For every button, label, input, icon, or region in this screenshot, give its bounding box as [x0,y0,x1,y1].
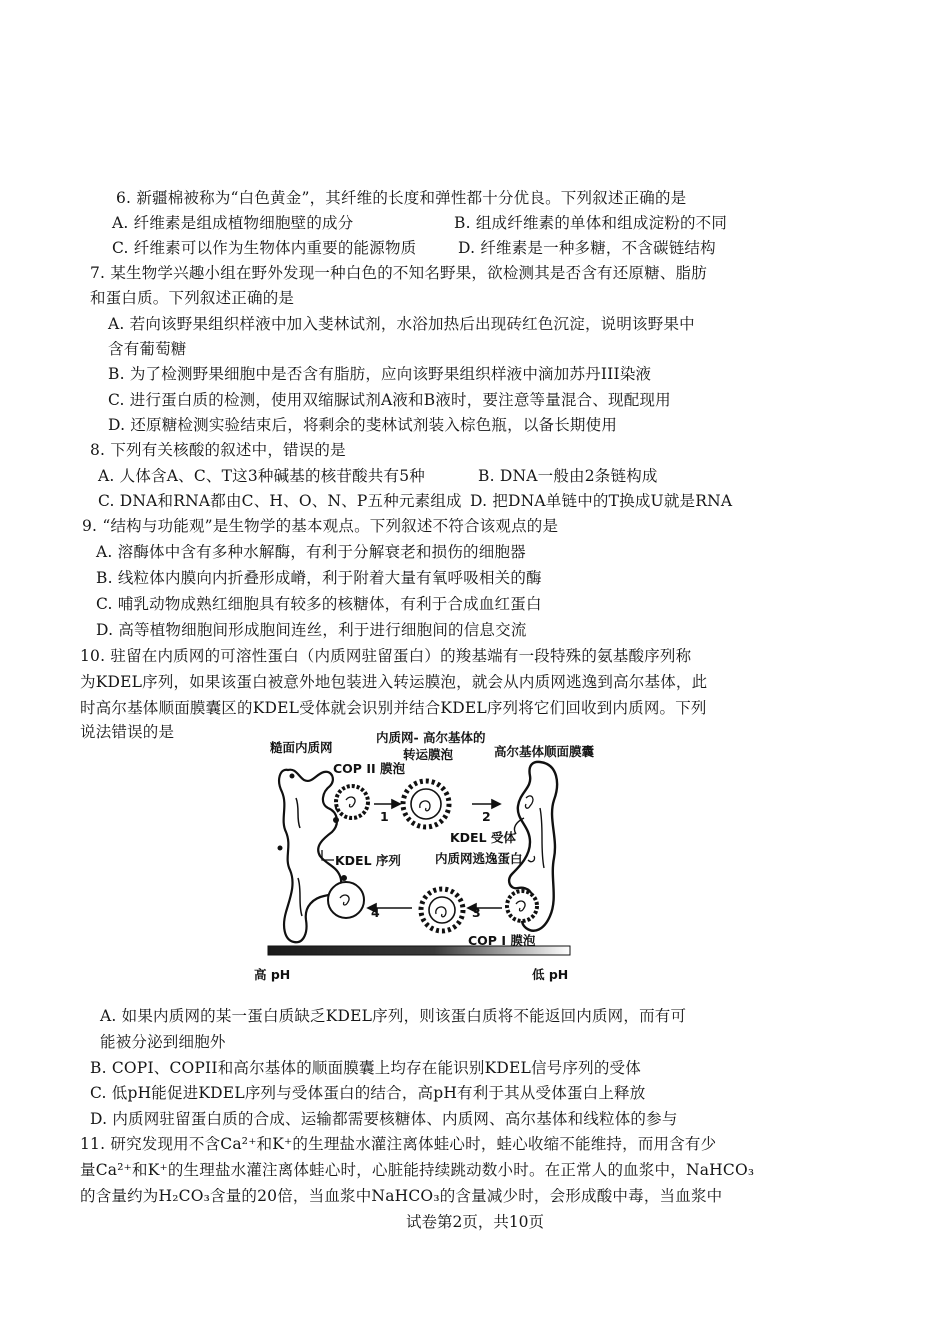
q11-line2: 量Ca²⁺和K⁺的生理盐水灌注离体蛙心时，心脏能持续跳动数小时。在正常人的血浆中，NaHCO₃ [80,1161,755,1179]
q8-stem: 8. 下列有关核酸的叙述中，错误的是 [90,441,346,459]
label-step-3: 3 [472,905,481,920]
q9-stem: 9. “结构与功能观”是生物学的基本观点。下列叙述不符合该观点的是 [82,517,559,535]
label-rough-er: 糙面内质网 [270,740,333,755]
q7-option-a-line1: A. 若向该野果组织样液中加入斐林试剂，水浴加热后出现砖红色沉淀，说明该野果中 [108,315,695,333]
q10-stem-line4: 说法错误的是 [80,723,175,741]
q6-option-d: D. 纤维素是一种多糖，不含碳链结构 [458,239,716,257]
q10-option-c: C. 低pH能促进KDEL序列与受体蛋白的结合，高pH有利于其从受体蛋白上释放 [90,1084,646,1102]
label-step-2: 2 [482,809,491,824]
arrow-step-1 [374,800,400,808]
q7-option-b: B. 为了检测野果细胞中是否含有脂肪，应向该野果组织样液中滴加苏丹III染液 [108,365,652,383]
q6-stem: 6. 新疆棉被称为“白色黄金”，其纤维的长度和弹性都十分优良。下列叙述正确的是 [116,189,687,207]
q10-option-a-line2: 能被分泌到细胞外 [100,1033,226,1051]
label-copii: COP II 膜泡 [333,761,405,776]
label-er-golgi-vesicle-2: 转运膜泡 [403,747,454,762]
label-low-ph: 低 pH [532,967,569,982]
label-escaped-protein: 内质网逃逸蛋白 [435,851,523,866]
copi-vesicle-budding [507,891,537,921]
q9-option-d: D. 高等植物细胞间形成胞间连丝，利于进行细胞间的信息交流 [96,621,527,639]
q7-option-a-line2: 含有葡萄糖 [108,340,187,358]
label-er-golgi-vesicle-1: 内质网- 高尔基体的 [376,730,486,745]
label-cis-golgi: 高尔基体顺面膜囊 [494,744,595,759]
q8-option-c: C. DNA和RNA都由C、H、O、N、P五种元素组成 [98,492,462,510]
q10-stem-line1: 10. 驻留在内质网的可溶性蛋白（内质网驻留蛋白）的羧基端有一段特殊的氨基酸序列称 [80,647,692,665]
q9-option-c: C. 哺乳动物成熟红细胞具有较多的核糖体，有利于合成血红蛋白 [96,595,542,613]
copii-vesicle-budding [336,786,368,818]
q10-stem-line2: 为KDEL序列，如果该蛋白被意外地包装进入转运膜泡，就会从内质网逃逸到高尔基体，此 [80,673,708,691]
label-kdel-receptor: KDEL 受体 [450,830,516,845]
vesicle-transport-diagram [240,728,595,990]
q9-option-a: A. 溶酶体中含有多种水解酶，有利于分解衰老和损伤的细胞器 [96,543,526,561]
q8-option-a: A. 人体含A、C、T这3种碱基的核苷酸共有5种 [98,467,425,485]
q8-option-b: B. DNA一般由2条链构成 [478,467,658,485]
label-copi: COP I 膜泡 [468,933,536,948]
label-step-1: 1 [380,809,389,824]
q6-option-b: B. 组成纤维素的单体和组成淀粉的不同 [454,214,728,232]
q6-option-a: A. 纤维素是组成植物细胞壁的成分 [112,214,354,232]
label-high-ph: 高 pH [254,967,291,982]
q10-option-d: D. 内质网驻留蛋白质的合成、运输都需要核糖体、内质网、高尔基体和线粒体的参与 [90,1110,678,1128]
arrow-step-2 [472,800,500,808]
q10-option-a-line1: A. 如果内质网的某一蛋白质缺乏KDEL序列，则该蛋白质将不能返回内质网，而有可 [100,1007,687,1025]
page-footer: 试卷第2页，共10页 [405,1213,545,1231]
q9-option-b: B. 线粒体内膜向内折叠形成嵴，利于附着大量有氧呼吸相关的酶 [96,569,542,587]
q6-option-c: C. 纤维素可以作为生物体内重要的能源物质 [112,239,417,257]
q7-option-c: C. 进行蛋白质的检测，使用双缩脲试剂A液和B液时，要注意等量混合、现配现用 [108,391,671,409]
q7-stem-line2: 和蛋白质。下列叙述正确的是 [90,289,295,307]
q7-stem-line1: 7. 某生物学兴趣小组在野外发现一种白色的不知名野果，欲检测其是否含有还原糖、脂肪 [90,264,707,282]
label-kdel-sequence: KDEL 序列 [335,853,401,868]
q10-stem-line3: 时高尔基体顺面膜囊区的KDEL受体就会识别并结合KDEL序列将它们回收到内质网。下列 [80,699,707,717]
rough-er-shape [279,770,341,943]
q8-option-d: D. 把DNA单链中的T换成U就是RNA [470,492,733,510]
label-step-4: 4 [371,905,380,920]
q11-line3: 的含量约为H₂CO₃含量的20倍，当血浆中NaHCO₃的含量减少时，会形成酸中毒，当血浆中 [80,1187,723,1205]
diagram-drawing [240,728,580,990]
q11-line1: 11. 研究发现用不含Ca²⁺和K⁺的生理盐水灌注离体蛙心时，蛙心收缩不能维持，而用含有少 [80,1135,717,1153]
q10-option-b: B. COPI、COPII和高尔基体的顺面膜囊上均存在能识别KDEL信号序列的受体 [90,1059,641,1077]
er-fusion-vesicle [328,882,364,918]
q7-option-d: D. 还原糖检测实验结束后，将剩余的斐林试剂装入棕色瓶，以备长期使用 [108,416,618,434]
